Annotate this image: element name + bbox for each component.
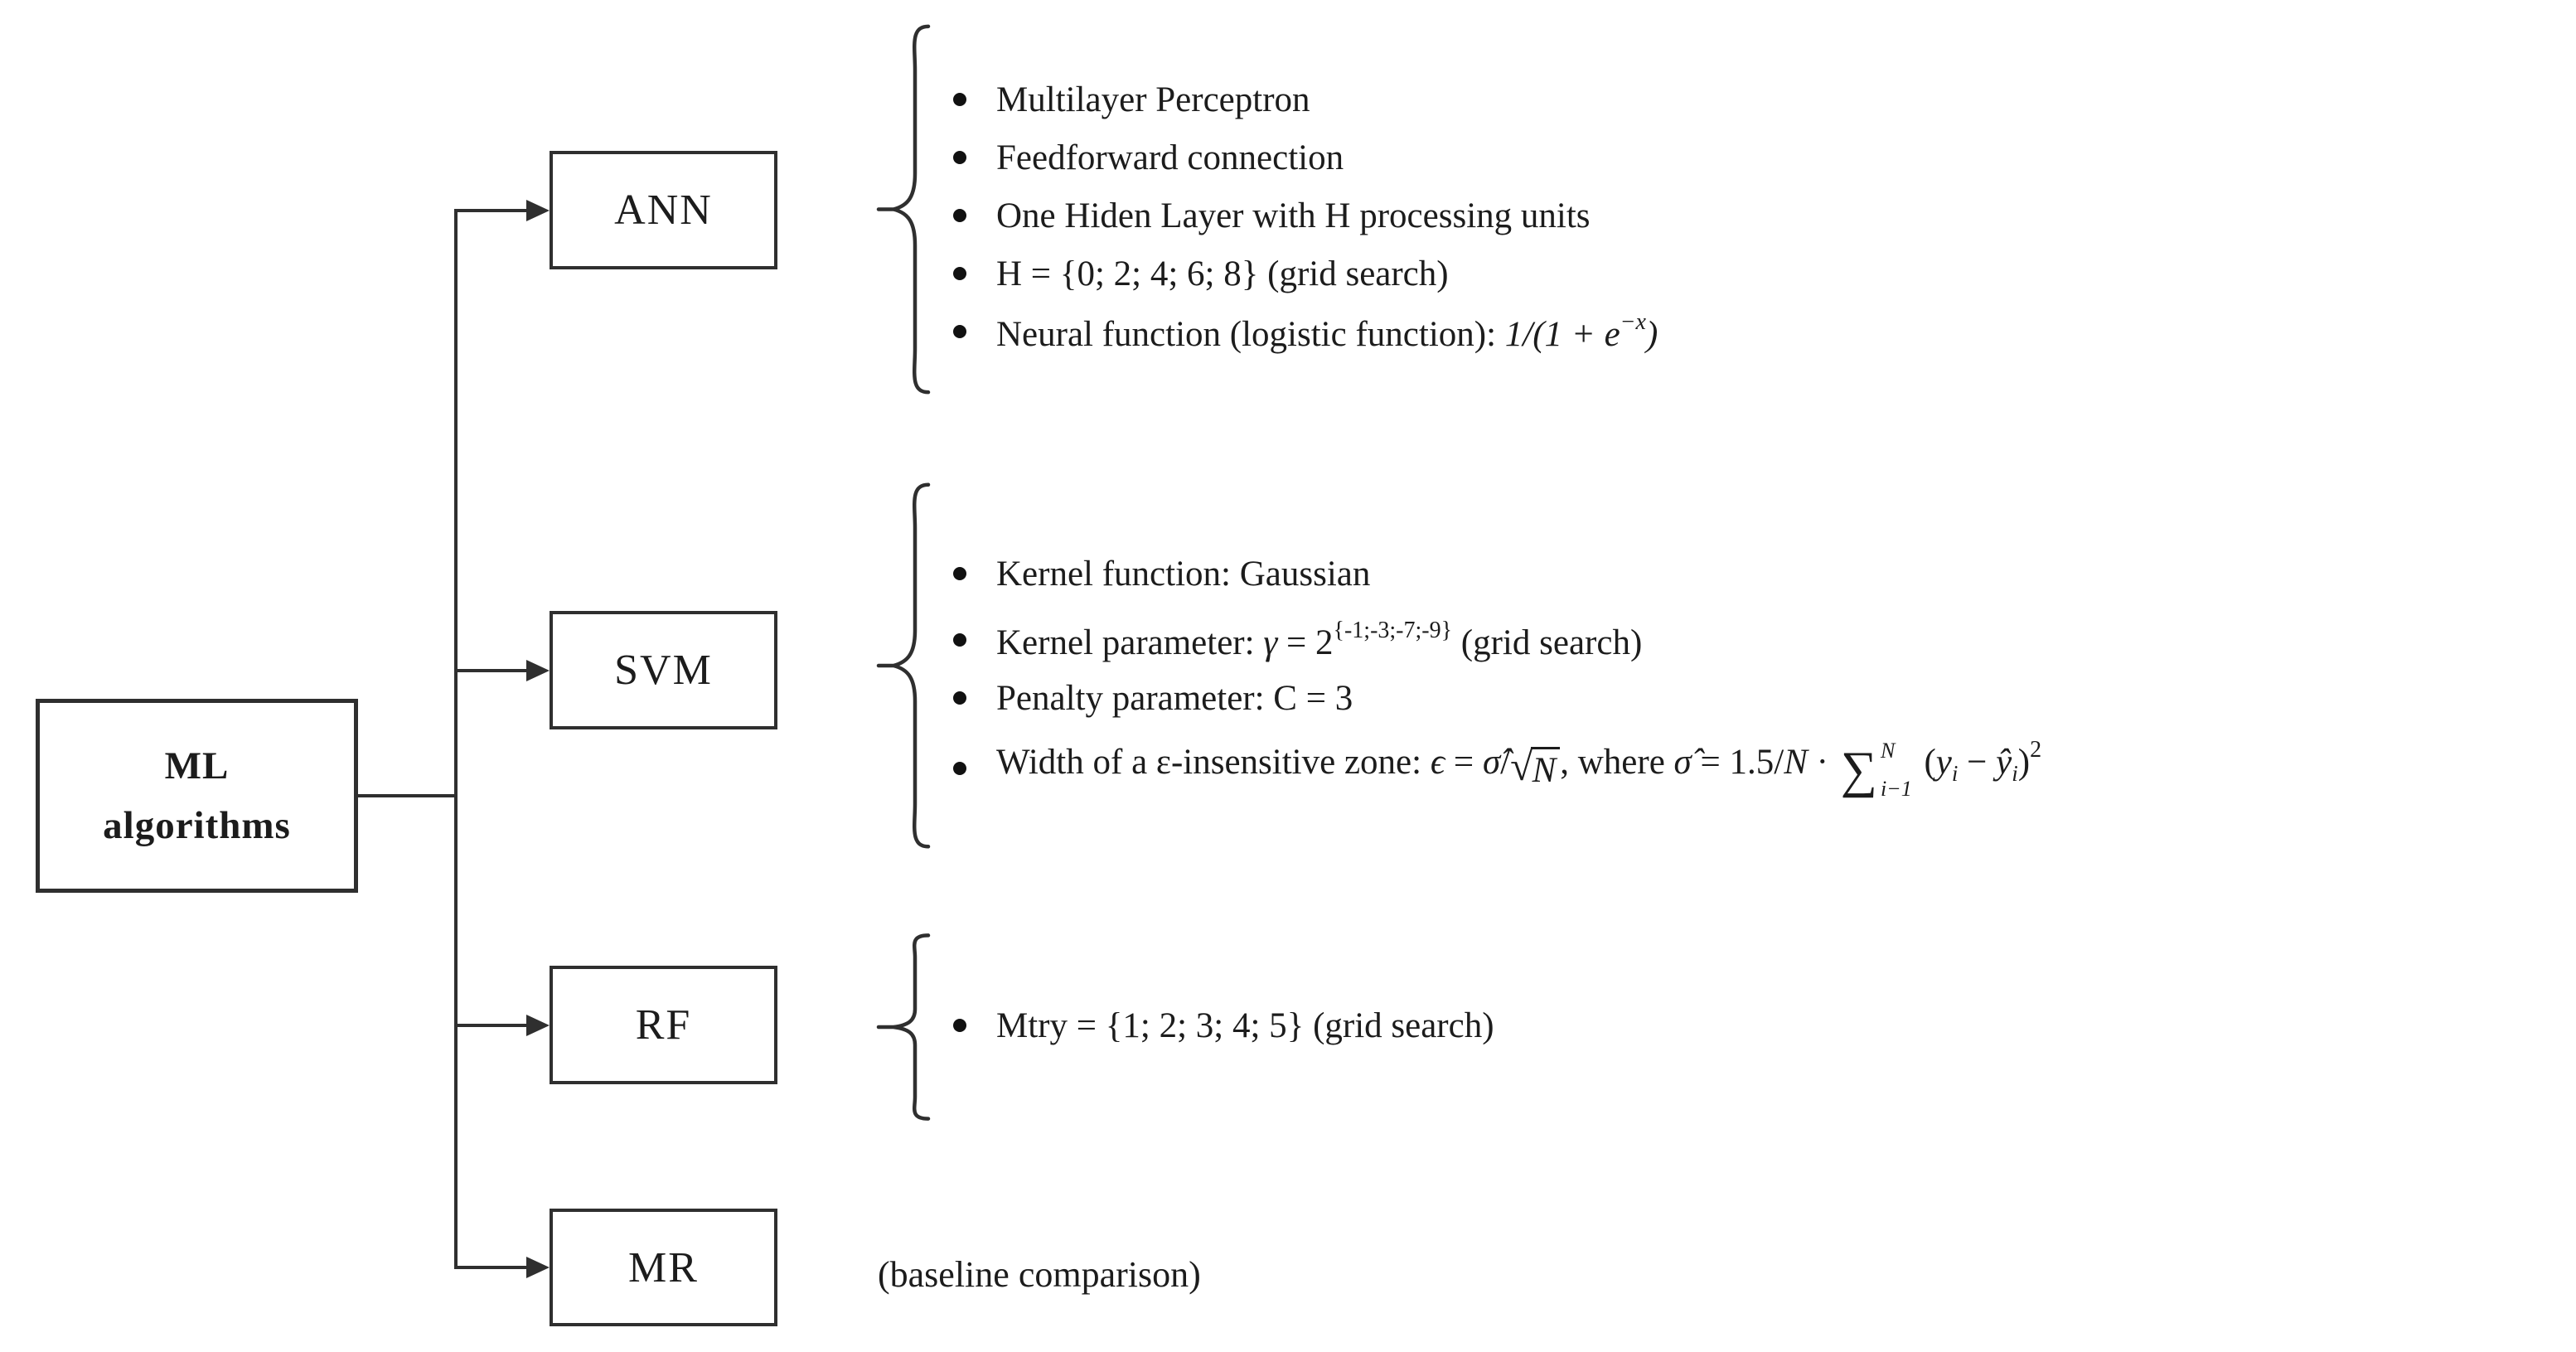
- bullet-icon: [953, 633, 966, 647]
- arrowhead-icon: [526, 1015, 550, 1036]
- bullet-item: [953, 735, 2041, 802]
- bullet-icon: [953, 93, 966, 106]
- root-box-ml-algorithms: [36, 699, 358, 893]
- root-label-line2: algorithms: [103, 804, 291, 847]
- bullet-icon: [953, 691, 966, 705]
- bullet-item: [953, 665, 1353, 731]
- branch-label-mr: MR: [628, 1243, 699, 1291]
- bullet-item: [953, 187, 2528, 245]
- bullet-icon: [953, 762, 966, 775]
- bullet-icon: [953, 209, 966, 222]
- bullet-item: [953, 128, 2528, 187]
- bullet-text: Width of a ε-insensitive zone: ϵ = σ̂/ √ N , where σ̂ = 1.5/N · ∑ N i−1 ($y_i$ − $ŷ_i)^2$: [996, 737, 2042, 801]
- bullet-item: [953, 607, 1642, 673]
- bullet-icon: [953, 1019, 966, 1032]
- bullet-item: [953, 303, 2528, 361]
- brace-icon: [869, 21, 939, 398]
- branch-box-rf: [550, 966, 777, 1084]
- bullet-item: [953, 540, 1370, 607]
- bullet-text: Kernel parameter: $\gamma = 2^{\{-1;-3;-7;-9\}}$ (grid search): [996, 617, 1643, 662]
- connector-arrow-mr: [456, 1266, 526, 1269]
- bullet-text: Penalty parameter: C = 3: [996, 678, 1353, 718]
- connector-trunk: [454, 209, 458, 1269]
- mr-note: (baseline comparison): [878, 1254, 1201, 1295]
- arrowhead-icon: [526, 200, 550, 221]
- rf-bullet-list: [953, 992, 2196, 1059]
- bullet-text: Feedforward connection: [996, 138, 1344, 177]
- bullet-icon: [953, 325, 966, 338]
- bullet-icon: [953, 567, 966, 580]
- branch-box-mr: [550, 1209, 777, 1326]
- bullet-text: Mtry = {1; 2; 3; 4; 5} (grid search): [996, 1006, 1494, 1045]
- ann-bullet-list: [953, 70, 2528, 361]
- connector-arrow-ann: [456, 209, 526, 212]
- bullet-text: Multilayer Perceptron: [996, 80, 1310, 119]
- connector-arrow-rf: [456, 1024, 526, 1027]
- root-label-line1: ML: [164, 744, 230, 787]
- connector-arrow-svm: [456, 669, 526, 672]
- bullet-item: [953, 992, 2196, 1059]
- branch-label-ann: ANN: [614, 187, 713, 234]
- bullet-text: H = {0; 2; 4; 6; 8} (grid search): [996, 254, 1449, 293]
- bullet-item: [953, 70, 2528, 128]
- bullet-item: [953, 245, 2528, 303]
- bullet-text: Neural function (logistic function): $1/(1 + e^{-x})$: [996, 308, 1658, 354]
- arrowhead-icon: [526, 660, 550, 681]
- branch-box-ann: [550, 151, 777, 269]
- bullet-icon: [953, 267, 966, 280]
- brace-icon: [869, 479, 939, 852]
- branch-box-svm: [550, 611, 777, 729]
- arrowhead-icon: [526, 1257, 550, 1278]
- bullet-text: One Hiden Layer with H processing units: [996, 196, 1591, 235]
- svm-bullet-list: [953, 540, 2576, 814]
- bullet-text: Kernel function: Gaussian: [996, 554, 1371, 594]
- branch-label-rf: RF: [635, 1001, 692, 1049]
- brace-icon: [869, 933, 939, 1122]
- connector-root-stub: [358, 794, 458, 797]
- branch-label-svm: SVM: [614, 647, 713, 694]
- bullet-icon: [953, 151, 966, 164]
